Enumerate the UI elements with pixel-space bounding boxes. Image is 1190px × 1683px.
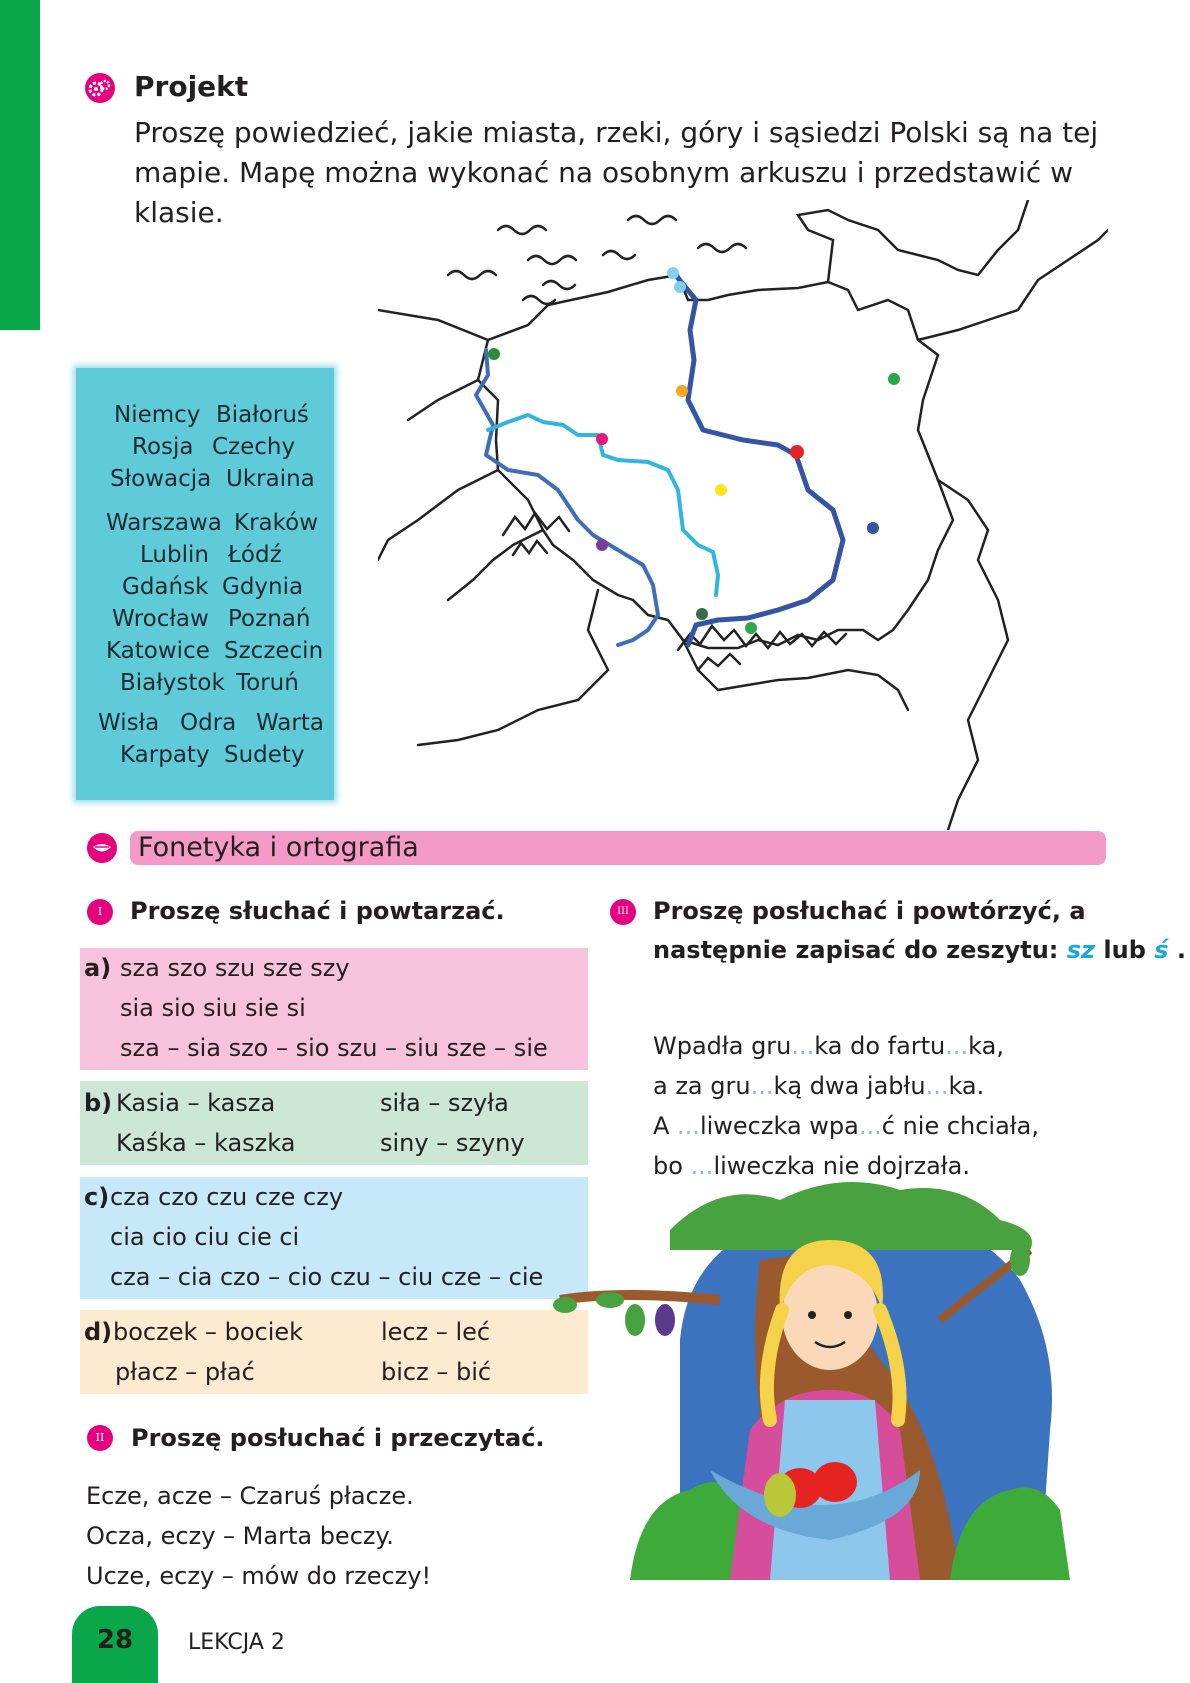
word-pair: bicz – bić <box>381 1358 492 1386</box>
word-city: Katowice <box>106 638 210 664</box>
gears-icon <box>84 72 116 104</box>
title-text: . <box>1168 936 1187 964</box>
word-neighbor: Rosja <box>132 434 194 460</box>
exercise-3-badge: III <box>610 899 636 925</box>
s-option: ś <box>1154 936 1169 964</box>
poem-text: ka do fartu <box>814 1032 946 1060</box>
item-label: a) <box>84 954 112 982</box>
exercise-3-title-line1: Proszę posłuchać i powtórzyć, a <box>653 897 1086 925</box>
syllable-line: cia cio ciu cie ci <box>110 1223 300 1251</box>
poem-text: bo <box>653 1152 691 1180</box>
word-city: Łódź <box>228 542 282 568</box>
item-label: b) <box>84 1089 113 1117</box>
exercise-1c-box <box>80 1177 588 1299</box>
girl-under-tree-illustration <box>520 1170 1100 1590</box>
syllable-line: sza szo szu sze szy <box>120 954 350 982</box>
syllable-line: cza – cia czo – cio czu – ciu cze – cie <box>110 1263 544 1291</box>
word-neighbor: Białoruś <box>216 402 309 428</box>
gap-dots: ... <box>750 1072 774 1100</box>
word-city: Warszawa <box>106 510 222 536</box>
poem-line <box>653 1026 1004 1066</box>
word-city: Lublin <box>140 542 209 568</box>
word-city: Białystok <box>120 670 225 696</box>
section-title: Fonetyka i ortografia <box>138 832 419 863</box>
exercise-1d-box <box>80 1310 588 1394</box>
word-city: Kraków <box>234 510 319 536</box>
word-city: Szczecin <box>224 638 324 664</box>
exercise-1-title: Proszę słuchać i powtarzać. <box>130 897 505 925</box>
syllable-line: sza – sia szo – sio szu – siu sze – sie <box>120 1034 548 1062</box>
word-neighbor: Niemcy <box>114 402 201 428</box>
word-mountains: Karpaty <box>120 742 210 768</box>
gap-dots: ... <box>677 1112 700 1140</box>
lesson-label: LEKCJA 2 <box>188 1630 285 1655</box>
word-river: Odra <box>180 710 237 736</box>
word-pair: płacz – płać <box>115 1358 255 1386</box>
gap-dots: ... <box>690 1152 714 1180</box>
item-label: c) <box>84 1183 110 1211</box>
poem-text: ką dwa jabłu <box>773 1072 926 1100</box>
poem-text: Wpadła gru <box>653 1032 792 1060</box>
poem-text: liweczka nie dojrzała. <box>713 1152 970 1180</box>
exercise-1a-box <box>80 948 588 1070</box>
word-pair: boczek – bociek <box>113 1318 304 1346</box>
word-neighbor: Ukraina <box>226 466 315 492</box>
word-neighbor: Czechy <box>212 434 296 460</box>
poem-text: ka. <box>948 1072 985 1100</box>
word-city: Poznań <box>228 606 311 632</box>
gap-dots: ... <box>858 1112 882 1140</box>
word-mountains: Sudety <box>224 742 305 768</box>
exercise-3-title-line2 <box>653 934 1186 966</box>
word-city: Gdynia <box>222 574 304 600</box>
poem-text: a za gru <box>653 1072 751 1100</box>
poem-text: A <box>653 1112 678 1140</box>
item-label: d) <box>84 1318 113 1346</box>
rhyme-line: Ucze, eczy – mów do rzeczy! <box>86 1562 432 1590</box>
poem-line <box>653 1106 1039 1146</box>
word-river: Wisła <box>98 710 160 736</box>
exercise-1b-box <box>80 1081 588 1165</box>
word-pair: siła – szyła <box>380 1089 509 1117</box>
project-title: Projekt <box>134 70 249 103</box>
syllable-line: sia sio siu sie si <box>120 994 306 1022</box>
green-edge-tab <box>0 0 40 330</box>
poland-map <box>378 200 1108 830</box>
project-instructions: Proszę powiedzieć, jakie miasta, rzeki, góry i sąsiedzi Polski są na tej mapie. Mapę można wykonać na osobnym arkuszu i przedstawić w klasie. <box>134 116 1099 229</box>
title-text: następnie zapisać do zeszytu: <box>653 936 1067 964</box>
gap-dots: ... <box>925 1072 949 1100</box>
word-neighbor: Słowacja <box>110 466 212 492</box>
word-city: Gdańsk <box>122 574 209 600</box>
word-pair: Kasia – kasza <box>116 1089 276 1117</box>
word-pair: siny – szyny <box>380 1129 525 1157</box>
gap-dots: ... <box>791 1032 815 1060</box>
gap-dots: ... <box>945 1032 969 1060</box>
word-list-box <box>76 368 334 800</box>
exercise-1-badge: I <box>87 899 113 925</box>
lips-icon <box>86 832 118 864</box>
word-city: Wrocław <box>112 606 209 632</box>
exercise-2-title: Proszę posłuchać i przeczytać. <box>131 1424 545 1452</box>
word-pair: Kaśka – kaszka <box>116 1129 296 1157</box>
word-city: Toruń <box>236 670 299 696</box>
rhyme-line: Ecze, acze – Czaruś płacze. <box>86 1482 414 1510</box>
title-text: lub <box>1095 936 1155 964</box>
syllable-line: cza czo czu cze czy <box>110 1183 344 1211</box>
rhyme-line: Ocza, eczy – Marta beczy. <box>86 1522 394 1550</box>
poem-line <box>653 1066 984 1106</box>
poem-text: ka, <box>968 1032 1004 1060</box>
word-river: Warta <box>256 710 324 736</box>
poem-text: liweczka wpa <box>699 1112 859 1140</box>
exercise-2-badge: II <box>87 1425 113 1451</box>
sz-option: sz <box>1066 936 1096 964</box>
page-number: 28 <box>96 1625 134 1655</box>
poem-text: ć nie chciała, <box>881 1112 1039 1140</box>
word-pair: lecz – leć <box>381 1318 491 1346</box>
